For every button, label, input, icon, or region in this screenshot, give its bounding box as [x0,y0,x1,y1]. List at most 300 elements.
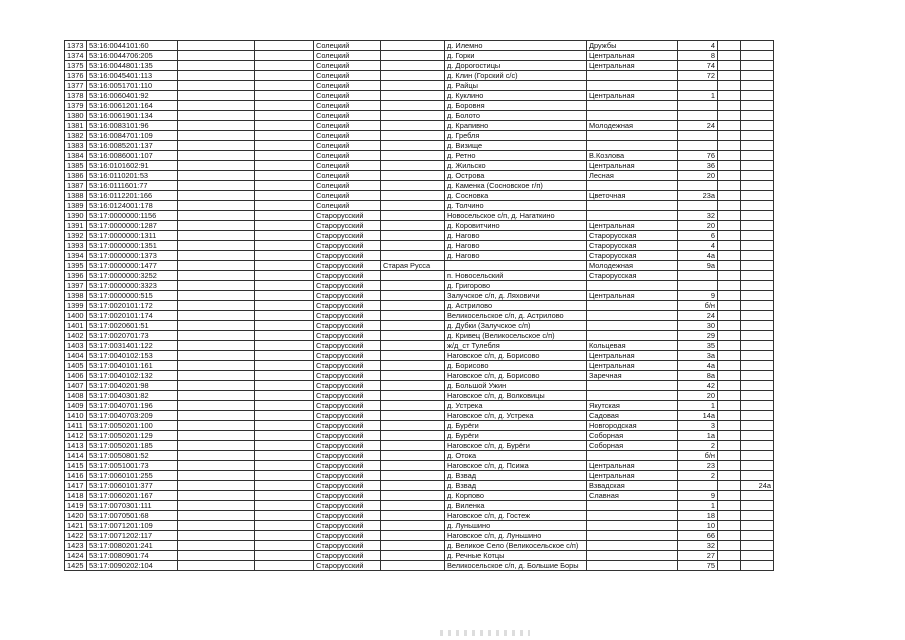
cell-c2 [178,371,255,381]
cell-c10 [741,511,774,521]
scan-artifact [440,630,530,636]
cell-c9 [718,531,741,541]
cell-district: Старорусский [314,491,381,501]
cell-c2 [178,151,255,161]
cell-district: Солецкий [314,101,381,111]
cell-n: 1403 [65,341,87,351]
cell-c9 [718,511,741,521]
cell-district: Старорусский [314,221,381,231]
cell-c3 [255,141,314,151]
cell-street [587,111,678,121]
cell-place [381,471,445,481]
cell-place [381,481,445,491]
cell-c2 [178,351,255,361]
cell-c10 [741,41,774,51]
cell-locality: д. Взвад [445,481,587,491]
cell-cad: 53:17:0020101:174 [87,311,178,321]
cell-n: 1399 [65,301,87,311]
cell-c3 [255,101,314,111]
cell-street [587,561,678,571]
cell-n: 1410 [65,411,87,421]
cell-district: Солецкий [314,181,381,191]
cell-house: 66 [678,531,718,541]
cell-district: Старорусский [314,541,381,551]
cell-locality: Наговское с/п, д. Гостеж [445,511,587,521]
cell-cad: 53:16:0060401:92 [87,91,178,101]
cell-c3 [255,471,314,481]
cell-house: 23а [678,191,718,201]
cell-c10 [741,61,774,71]
cell-cad: 53:16:0111601:77 [87,181,178,191]
cell-c9 [718,71,741,81]
cell-c2 [178,531,255,541]
cell-c10 [741,321,774,331]
cell-house: 76 [678,151,718,161]
cell-c10 [741,161,774,171]
cell-n: 1405 [65,361,87,371]
cell-locality: д. Крапивно [445,121,587,131]
cell-street: Лесная [587,171,678,181]
cell-street [587,311,678,321]
cell-locality: д. Дубки (Залучское с/п) [445,321,587,331]
cell-place [381,521,445,531]
cell-c2 [178,551,255,561]
cell-place [381,191,445,201]
cell-c2 [178,81,255,91]
cell-street: Центральная [587,291,678,301]
cell-house: 1 [678,91,718,101]
table-row [65,151,774,161]
cell-c9 [718,541,741,551]
cell-c2 [178,161,255,171]
cell-district: Старорусский [314,481,381,491]
table-row [65,111,774,121]
cell-n: 1414 [65,451,87,461]
cell-place [381,551,445,561]
cell-c9 [718,151,741,161]
cell-c10 [741,491,774,501]
cell-c2 [178,111,255,121]
cell-street [587,141,678,151]
cell-c2 [178,471,255,481]
cell-cad: 53:16:0045401:113 [87,71,178,81]
table-row [65,51,774,61]
cell-district: Старорусский [314,321,381,331]
cell-n: 1413 [65,441,87,451]
cell-locality: д. Устрека [445,401,587,411]
cell-c3 [255,271,314,281]
table-row [65,421,774,431]
cell-cad: 53:17:0040102:132 [87,371,178,381]
cell-locality: Великосельское с/п, д. Большие Боры [445,561,587,571]
cell-c10: 24а [741,481,774,491]
cell-street [587,531,678,541]
cell-c3 [255,511,314,521]
cell-c2 [178,191,255,201]
cell-c9 [718,401,741,411]
cell-n: 1420 [65,511,87,521]
cell-locality: п. Новосельский [445,271,587,281]
cell-cad: 53:17:0000000:1287 [87,221,178,231]
cell-c2 [178,271,255,281]
cell-street: Старорусская [587,251,678,261]
cell-c2 [178,481,255,491]
table-row [65,281,774,291]
cell-cad: 53:16:0044706:205 [87,51,178,61]
cell-n: 1416 [65,471,87,481]
cell-c3 [255,261,314,271]
cell-street: Старорусская [587,231,678,241]
cell-district: Старорусский [314,391,381,401]
cell-place [381,51,445,61]
cell-place [381,111,445,121]
cell-street [587,391,678,401]
cell-c10 [741,541,774,551]
cell-n: 1393 [65,241,87,251]
cell-place [381,371,445,381]
cell-house: 14а [678,411,718,421]
cell-locality: д. Болото [445,111,587,121]
cell-c3 [255,71,314,81]
cell-street [587,71,678,81]
cell-cad: 53:17:0040101:161 [87,361,178,371]
cell-cad: 53:16:0112201:166 [87,191,178,201]
cell-c2 [178,231,255,241]
cell-c9 [718,391,741,401]
cell-street [587,131,678,141]
cell-locality: Наговское с/п, д. Луньшино [445,531,587,541]
cell-district: Солецкий [314,81,381,91]
cell-c9 [718,491,741,501]
cell-locality: д. Каменка (Сосновское г/п) [445,181,587,191]
cell-n: 1397 [65,281,87,291]
cell-c9 [718,101,741,111]
cell-c3 [255,391,314,401]
cell-c3 [255,371,314,381]
cell-cad: 53:17:0000000:1477 [87,261,178,271]
cell-c10 [741,191,774,201]
cell-street: Центральная [587,61,678,71]
cell-n: 1378 [65,91,87,101]
table-row [65,91,774,101]
cell-house: 8а [678,371,718,381]
cell-c10 [741,171,774,181]
cell-street: Цветочная [587,191,678,201]
cell-n: 1406 [65,371,87,381]
cell-c3 [255,161,314,171]
cell-house: 72 [678,71,718,81]
cell-house: 3 [678,421,718,431]
cell-n: 1384 [65,151,87,161]
cell-house: 32 [678,541,718,551]
cell-house: б/н [678,301,718,311]
cell-n: 1422 [65,531,87,541]
table-row [65,481,774,491]
cell-c2 [178,401,255,411]
cell-place [381,41,445,51]
cell-n: 1400 [65,311,87,321]
cell-c2 [178,521,255,531]
cell-c2 [178,101,255,111]
cell-place [381,441,445,451]
cell-c9 [718,231,741,241]
cell-street: Якутская [587,401,678,411]
table-row [65,441,774,451]
cell-c3 [255,311,314,321]
cell-n: 1375 [65,61,87,71]
table-row [65,401,774,411]
cell-cad: 53:16:0061901:134 [87,111,178,121]
cell-street: Садовая [587,411,678,421]
cell-house: 20 [678,171,718,181]
data-table [64,40,774,571]
cell-district: Старорусский [314,271,381,281]
cell-place [381,391,445,401]
cell-street: Дружбы [587,41,678,51]
table-row [65,101,774,111]
cell-c10 [741,401,774,411]
cell-district: Солецкий [314,141,381,151]
cell-c3 [255,111,314,121]
cell-n: 1409 [65,401,87,411]
cell-locality: Наговское с/п, д. Волковицы [445,391,587,401]
cell-street: Соборная [587,441,678,451]
cell-street: В.Козлова [587,151,678,161]
table-row [65,171,774,181]
cell-c9 [718,341,741,351]
cell-house [678,201,718,211]
cell-locality: д. Горки [445,51,587,61]
cell-c3 [255,501,314,511]
cell-c10 [741,461,774,471]
cell-cad: 53:17:0040701:196 [87,401,178,411]
cell-c3 [255,551,314,561]
cell-cad: 53:17:0050201:100 [87,421,178,431]
cell-n: 1386 [65,171,87,181]
cell-c10 [741,291,774,301]
cell-c3 [255,411,314,421]
cell-house [678,131,718,141]
cell-c10 [741,331,774,341]
table-row [65,201,774,211]
cell-c2 [178,311,255,321]
cell-c2 [178,251,255,261]
cell-c10 [741,221,774,231]
cell-street [587,521,678,531]
cell-n: 1394 [65,251,87,261]
cell-locality: д. Нагово [445,231,587,241]
cell-district: Солецкий [314,171,381,181]
cell-c10 [741,451,774,461]
table-row [65,261,774,271]
table-row [65,411,774,421]
cell-n: 1388 [65,191,87,201]
cell-place [381,151,445,161]
cell-cad: 53:16:0084701:109 [87,131,178,141]
table-row [65,221,774,231]
cell-district: Старорусский [314,441,381,451]
cell-district: Солецкий [314,161,381,171]
cell-locality: д. Сосновка [445,191,587,201]
cell-district: Старорусский [314,561,381,571]
cell-c10 [741,91,774,101]
table-row [65,381,774,391]
cell-n: 1402 [65,331,87,341]
cell-c3 [255,41,314,51]
cell-c2 [178,541,255,551]
cell-c3 [255,401,314,411]
cell-locality: д. Отока [445,451,587,461]
cell-n: 1383 [65,141,87,151]
cell-c10 [741,351,774,361]
cell-cad: 53:17:0040703:209 [87,411,178,421]
cell-house: 75 [678,561,718,571]
table-row [65,71,774,81]
cell-place [381,291,445,301]
cell-c3 [255,381,314,391]
table-row [65,81,774,91]
cell-street [587,301,678,311]
cell-street: Центральная [587,351,678,361]
cell-house: 9 [678,291,718,301]
cell-cad: 53:17:0080201:241 [87,541,178,551]
cell-street: Славная [587,491,678,501]
cell-c3 [255,251,314,261]
cell-c9 [718,281,741,291]
cell-district: Старорусский [314,301,381,311]
cell-locality: д. Виленка [445,501,587,511]
table-row [65,351,774,361]
cell-n: 1385 [65,161,87,171]
table-row [65,301,774,311]
cell-house [678,111,718,121]
cell-locality: д. Острова [445,171,587,181]
cell-c10 [741,311,774,321]
table-row [65,391,774,401]
cell-district: Старорусский [314,331,381,341]
cell-n: 1407 [65,381,87,391]
cell-place [381,311,445,321]
cell-place [381,181,445,191]
cell-cad: 53:17:0000000:3323 [87,281,178,291]
cell-district: Старорусский [314,431,381,441]
cell-district: Старорусский [314,361,381,371]
cell-c2 [178,461,255,471]
cell-c2 [178,281,255,291]
cell-place [381,451,445,461]
cell-c3 [255,531,314,541]
cell-n: 1373 [65,41,87,51]
cell-cad: 53:17:0090202:104 [87,561,178,571]
cell-n: 1396 [65,271,87,281]
cell-locality: Наговское с/п, д. Борисово [445,371,587,381]
cell-locality: д. Визище [445,141,587,151]
cell-c10 [741,141,774,151]
cell-c2 [178,291,255,301]
cell-c9 [718,161,741,171]
cell-locality: Наговское с/п, д. Псижа [445,461,587,471]
cell-c10 [741,51,774,61]
cell-place [381,331,445,341]
table-row [65,131,774,141]
cell-c9 [718,81,741,91]
cell-c9 [718,351,741,361]
cell-street [587,101,678,111]
cell-c10 [741,201,774,211]
cell-cad: 53:17:0040102:153 [87,351,178,361]
cell-street [587,181,678,191]
cell-district: Старорусский [314,421,381,431]
cell-street: Центральная [587,461,678,471]
cell-house: 1а [678,431,718,441]
cell-c10 [741,121,774,131]
cell-c10 [741,301,774,311]
cell-c10 [741,391,774,401]
cell-c10 [741,381,774,391]
cell-locality: д. Коровитчино [445,221,587,231]
cell-c3 [255,91,314,101]
cell-c9 [718,171,741,181]
cell-n: 1415 [65,461,87,471]
table-row [65,551,774,561]
cell-cad: 53:17:0071201:109 [87,521,178,531]
cell-c2 [178,71,255,81]
cell-n: 1374 [65,51,87,61]
cell-district: Старорусский [314,551,381,561]
cell-c10 [741,341,774,351]
cell-c9 [718,411,741,421]
cell-c10 [741,151,774,161]
cell-c9 [718,361,741,371]
cell-n: 1423 [65,541,87,551]
cell-cad: 53:17:0050801:52 [87,451,178,461]
table-row [65,431,774,441]
cell-c9 [718,131,741,141]
cell-c2 [178,141,255,151]
cell-district: Солецкий [314,151,381,161]
cell-place [381,421,445,431]
cell-c3 [255,541,314,551]
cell-street [587,281,678,291]
table-row [65,501,774,511]
cell-c2 [178,321,255,331]
cell-place [381,231,445,241]
cell-district: Старорусский [314,281,381,291]
cell-n: 1421 [65,521,87,531]
table-row [65,251,774,261]
cell-cad: 53:16:0044101:60 [87,41,178,51]
cell-cad: 53:16:0044801:135 [87,61,178,71]
cell-cad: 53:16:0124001:178 [87,201,178,211]
cell-c3 [255,231,314,241]
cell-house: 9 [678,491,718,501]
cell-street: Кольцевая [587,341,678,351]
cell-district: Старорусский [314,211,381,221]
cell-district: Старорусский [314,371,381,381]
cell-c2 [178,241,255,251]
cell-c9 [718,41,741,51]
cell-c2 [178,261,255,271]
cell-locality: д. Кривец (Великосельское с/п) [445,331,587,341]
cell-house: 36 [678,161,718,171]
cell-locality: ж/д_ст Тулебля [445,341,587,351]
cell-district: Старорусский [314,511,381,521]
cell-c9 [718,181,741,191]
cell-street: Взвадская [587,481,678,491]
cell-c9 [718,261,741,271]
cell-cad: 53:17:0000000:1351 [87,241,178,251]
cell-n: 1379 [65,101,87,111]
